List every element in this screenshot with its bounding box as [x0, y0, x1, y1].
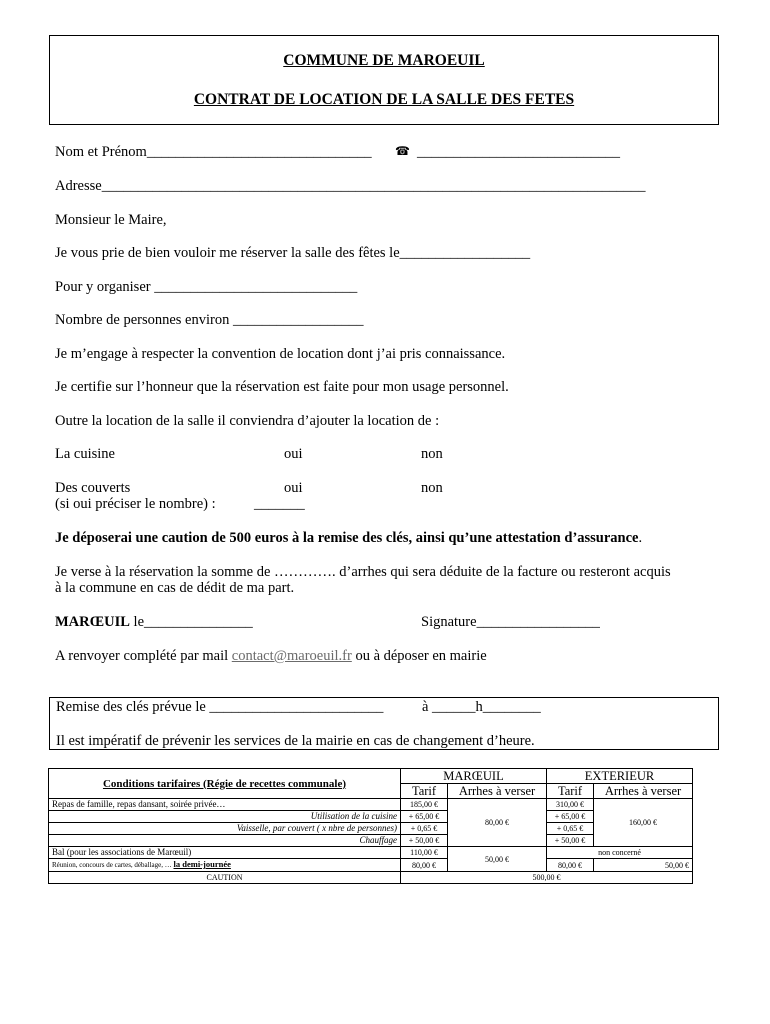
certifie-text: Je certifie sur l’honneur que la réservation est faite pour mon usage personnel.	[55, 379, 509, 395]
phone-icon: ☎	[395, 144, 410, 158]
keys-box	[49, 697, 719, 750]
row-reunion	[49, 859, 401, 872]
col-maroeuil: MARŒUIL	[401, 769, 547, 784]
signature-field[interactable]: _________________	[476, 614, 600, 630]
couverts-nombre-field[interactable]: _______	[254, 496, 305, 512]
email-link[interactable]: contact@maroeuil.fr	[231, 648, 352, 664]
vaisselle-tarif-e: + 0,65 €	[547, 823, 594, 835]
phone-field[interactable]: ____________________________	[417, 144, 620, 160]
header-arrhes-maroeuil: Arrhes à verser	[448, 784, 547, 799]
chauffage-tarif-m: + 50,00 €	[401, 835, 448, 847]
organiser-field[interactable]: ____________________________	[154, 279, 358, 295]
table-row	[49, 799, 693, 811]
caution-line	[55, 530, 642, 547]
tarifs-title: Conditions tarifaires (Régie de recettes communale)	[49, 769, 401, 799]
reserve-date-field[interactable]: __________________	[399, 245, 531, 261]
reserve-line	[55, 245, 530, 262]
adresse-line	[55, 178, 645, 195]
repas-arrhes-e: 160,00 €	[594, 799, 693, 847]
bal-tarif-m: 110,00 €	[401, 847, 448, 859]
nom-field[interactable]: _______________________________	[146, 144, 372, 160]
cuisine-tarif-m: + 65,00 €	[401, 811, 448, 823]
remise-line	[56, 699, 383, 716]
caution-end: .	[638, 530, 643, 546]
row-repas: Repas de famille, repas dansant, soirée privée…	[49, 799, 401, 811]
row-bal: Bal (pour les associations de Marœuil)	[49, 847, 401, 859]
arrhes-line-2: à la commune en cas de dédit de ma part.	[55, 580, 295, 596]
row-cuisine: Utilisation de la cuisine	[49, 811, 401, 823]
reunion-arrhes-e: 50,00 €	[594, 859, 693, 872]
bal-exterieur: non concerné	[547, 847, 693, 859]
row-vaisselle: Vaisselle, par couvert ( x nbre de personnes)	[49, 823, 401, 835]
header-arrhes-exterieur: Arrhes à verser	[594, 784, 693, 799]
caution-text: Je déposerai une caution de 500 euros à la remise des clés, ainsi qu’une attestation d’assurance	[55, 530, 639, 546]
reunion-bold: la demi-journée	[173, 859, 231, 869]
adresse-label: Adresse	[55, 178, 102, 194]
organiser-line	[55, 279, 357, 296]
reunion-tarif-e: 80,00 €	[547, 859, 594, 872]
commune-title: COMMUNE DE MAROEUIL	[283, 52, 485, 69]
remise-date-field[interactable]: ________________________	[209, 699, 384, 715]
table-row	[49, 859, 693, 872]
reserve-text: Je vous prie de bien vouloir me réserver la salle des fêtes le	[55, 245, 400, 261]
signature-label: Signature	[421, 614, 477, 630]
lieu-date-field[interactable]: _______________	[144, 614, 253, 630]
chauffage-tarif-e: + 50,00 €	[547, 835, 594, 847]
signature-line	[421, 614, 600, 631]
contract-title: CONTRAT DE LOCATION DE LA SALLE DES FETES	[193, 91, 575, 108]
bal-arrhes-m: 50,00 €	[448, 847, 547, 872]
cuisine-label: La cuisine	[55, 446, 115, 462]
header-tarif-exterieur: Tarif	[547, 784, 594, 799]
personnes-field[interactable]: __________________	[232, 312, 364, 328]
couverts-oui-option[interactable]: oui	[284, 480, 303, 496]
reunion-tarif-m: 80,00 €	[401, 859, 448, 872]
renvoyer-line	[55, 648, 487, 665]
lieu-line	[55, 614, 253, 631]
organiser-label: Pour y organiser	[55, 279, 155, 295]
engage-text: Je m’engage à respecter la convention de location dont j’ai pris connaissance.	[55, 346, 506, 362]
remise-label: Remise des clés prévue le	[56, 699, 210, 715]
changement-note: Il est impératif de prévenir les services de la mairie en cas de changement d’heure.	[56, 733, 535, 749]
personnes-line	[55, 312, 363, 329]
lieu-le: le	[129, 614, 145, 630]
salutation: Monsieur le Maire,	[55, 212, 167, 228]
row-chauffage: Chauffage	[49, 835, 401, 847]
cuisine-tarif-e: + 65,00 €	[547, 811, 594, 823]
repas-tarif-e: 310,00 €	[547, 799, 594, 811]
lieu-label: MARŒUIL	[55, 614, 130, 630]
tarifs-table	[48, 768, 693, 884]
nom-label: Nom et Prénom	[55, 144, 147, 160]
caution-value: 500,00 €	[401, 872, 693, 884]
renvoyer-text: A renvoyer complété par mail	[55, 648, 232, 664]
header-tarif-maroeuil: Tarif	[401, 784, 448, 799]
cuisine-oui-option[interactable]: oui	[284, 446, 303, 462]
arrhes-line-1: Je verse à la réservation la somme de …………. d’arrhes qui sera déduite de la facture ou resteront acquis	[55, 564, 671, 580]
couverts-label: Des couverts	[55, 480, 131, 496]
remise-heure-field[interactable]: à ______h________	[422, 699, 541, 715]
col-exterieur: EXTERIEUR	[547, 769, 693, 784]
personnes-label: Nombre de personnes environ	[55, 312, 233, 328]
couverts-sub: (si oui préciser le nombre) :	[55, 496, 216, 512]
repas-tarif-m: 185,00 €	[401, 799, 448, 811]
couverts-non-option[interactable]: non	[421, 480, 443, 496]
cuisine-non-option[interactable]: non	[421, 446, 443, 462]
outre-text: Outre la location de la salle il conviendra d’ajouter la location de :	[55, 413, 440, 429]
row-caution: CAUTION	[49, 872, 401, 884]
header-box	[49, 35, 719, 125]
nom-line	[55, 144, 372, 161]
table-row	[49, 847, 693, 859]
renvoyer-end: ou à déposer en mairie	[351, 648, 487, 664]
adresse-field[interactable]: ___________________________________________________________________________	[101, 178, 646, 194]
repas-arrhes-m: 80,00 €	[448, 799, 547, 847]
vaisselle-tarif-m: + 0,65 €	[401, 823, 448, 835]
reunion-text: Réunion, concours de cartes, déballage, …	[52, 861, 174, 869]
table-row	[49, 872, 693, 884]
